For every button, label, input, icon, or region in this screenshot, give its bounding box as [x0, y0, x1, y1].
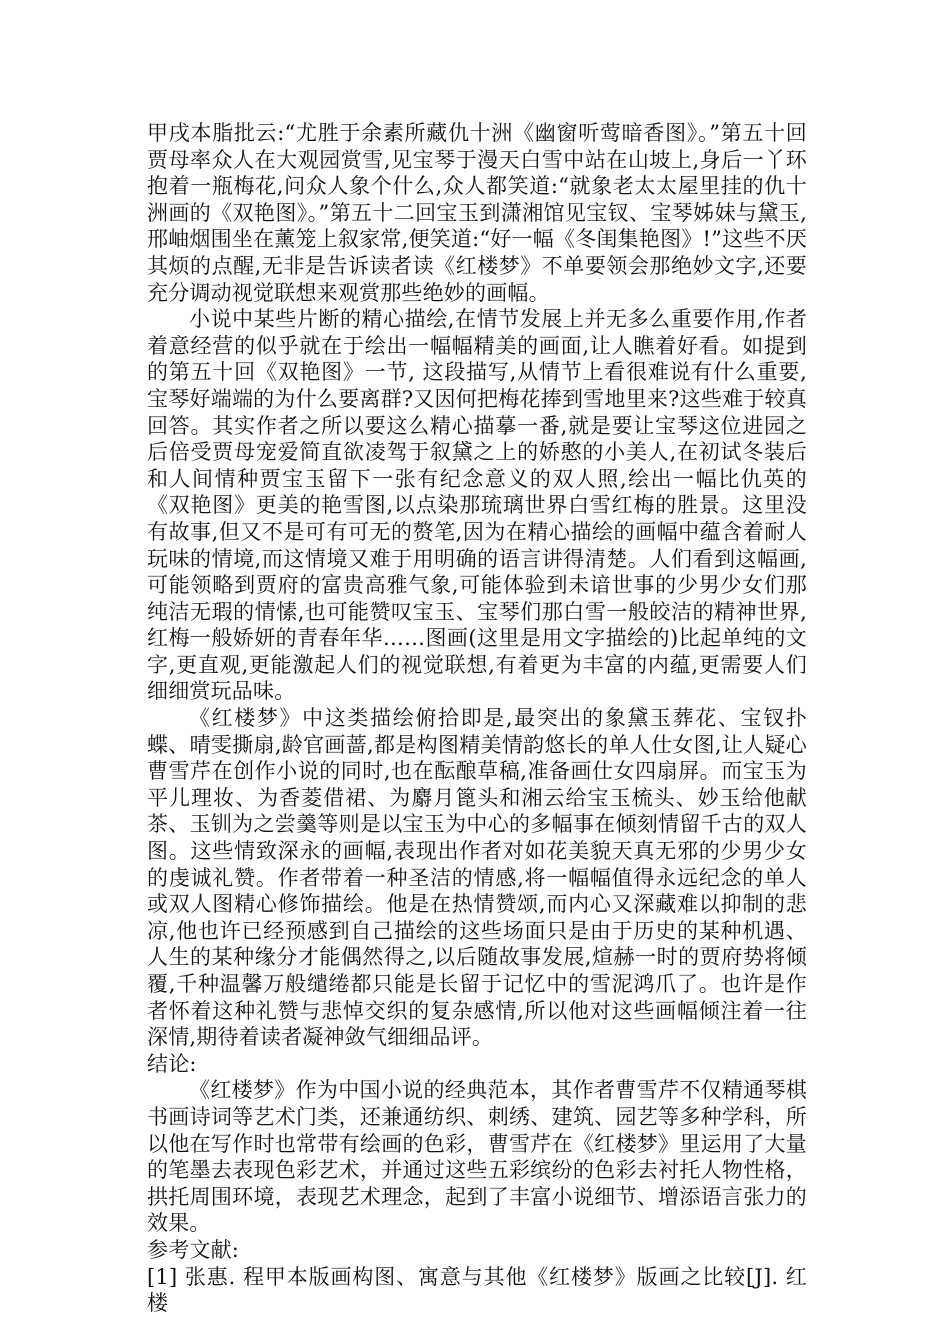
document-body	[147, 120, 807, 1317]
paragraph-3: 《红楼梦》中这类描绘俯拾即是,最突出的象黛玉葬花、宝钗扑蝶、晴雯撕扇,龄官画蔷,都是构图精美情韵悠长的单人仕女图,让人疑心曹雪芹在创作小说的同时,也在酝酿草稿,准备画仕女四扇屏。而宝玉为平儿理妆、为香菱借裙、为麝月篦头和湘云给宝玉梳头、妙玉给他献茶、玉钏为之尝羹等则是以宝玉为中心的多幅事在倾刻情留千古的双人图。这些情致深永的画幅,表现出作者对如花美貌天真无邪的少男少女的虔诚礼赞。作者带着一种圣洁的情感,将一幅幅值得永远纪念的单人或双人图精心修饰描绘。他是在热情赞颂,而内心又深藏难以抑制的悲凉,他也许已经预感到自己描绘的这些场面只是由于历史的某种机遇、人生的某种缘分才能偶然得之,以后随故事发展,煊赫一时的贾府势将倾覆,千种温馨万般缱绻都只能是长留于记忆中的雪泥鸿爪了。也许是作者怀着这种礼赞与悲悼交织的复杂感情,所以他对这些画幅倾注着一往深情,期待着读者凝神敛气细细品评。	[147, 706, 807, 1050]
paragraph-2: 小说中某些片断的精心描绘,在情节发展上并无多么重要作用,作者着意经营的似乎就在于绘出一幅幅精美的画面,让人瞧着好看。如提到的第五十回《双艳图》一节, 这段描写,从情节上看很难说有什么重要,宝琴好端端的为什么要离群?又因何把梅花捧到雪地里来?这些难于较真回答。其实作者之所以要这么精心描摹一番,就是要让宝琴这位进园之后倍受贾母宠爱简直欲凌驾于叙黛之上的娇憨的小美人,在初试冬装后和人间情种贾宝玉留下一张有纪念意义的双人照,绘出一幅比仇英的《双艳图》更美的艳雪图,以点染那琉璃世界白雪红梅的胜景。这里没有故事,但又不是可有可无的赘笔,因为在精心描绘的画幅中蕴含着耐人玩味的情境,而这情境又难于用明确的语言讲得清楚。人们看到这幅画,可能领略到贾府的富贵高雅气象,可能体验到未谙世事的少男少女们那纯洁无瑕的情愫,也可能赞叹宝玉、宝琴们那白雪一般皎洁的精神世界,红梅一般娇妍的青春年华……图画(这里是用文字描绘的)比起单纯的文字,更直观,更能激起人们的视觉联想,有着更为丰富的内蕴,更需要人们细细赏玩品味。	[147, 307, 807, 704]
conclusion-paragraph: 《红楼梦》作为中国小说的经典范本，其作者曹雪芹不仅精通琴棋书画诗词等艺术门类，还兼通纺织、刺绣、建筑、园艺等多种学科，所以他在写作时也常带有绘画的色彩，曹雪芹在《红楼梦》里运用了大量的笔墨去表现色彩艺术，并通过这些五彩缤纷的色彩去衬托人物性格，拱托周围环境，表现艺术理念，起到了丰富小说细节、增添语言张力的效果。	[147, 1078, 807, 1236]
references-heading: 参考文献:	[147, 1237, 240, 1262]
conclusion-heading: 结论:	[147, 1051, 197, 1076]
reference-item-1: [1] 张惠. 程甲本版画构图、寓意与其他《红楼梦》版画之比较[J]. 红楼	[147, 1264, 807, 1316]
paragraph-1: 甲戌本脂批云:“尤胜于余素所藏仇十洲《幽窗听莺暗香图》。”第五十回贾母率众人在大观园赏雪,见宝琴于漫天白雪中站在山坡上,身后一丫环抱着一瓶梅花,问众人象个什么,众人都笑道:“就象老太太屋里挂的仇十洲画的《双艳图》。”第五十二回宝玉到潇湘馆见宝钗、宝琴姊妹与黛玉,邢岫烟围坐在薰笼上叙家常,便笑道:“好一幅《冬闺集艳图》!”这些不厌其烦的点醒,无非是告诉读者读《红楼梦》不单要领会那绝妙文字,还要充分调动视觉联想来观赏那些绝妙的画幅。	[147, 121, 807, 305]
